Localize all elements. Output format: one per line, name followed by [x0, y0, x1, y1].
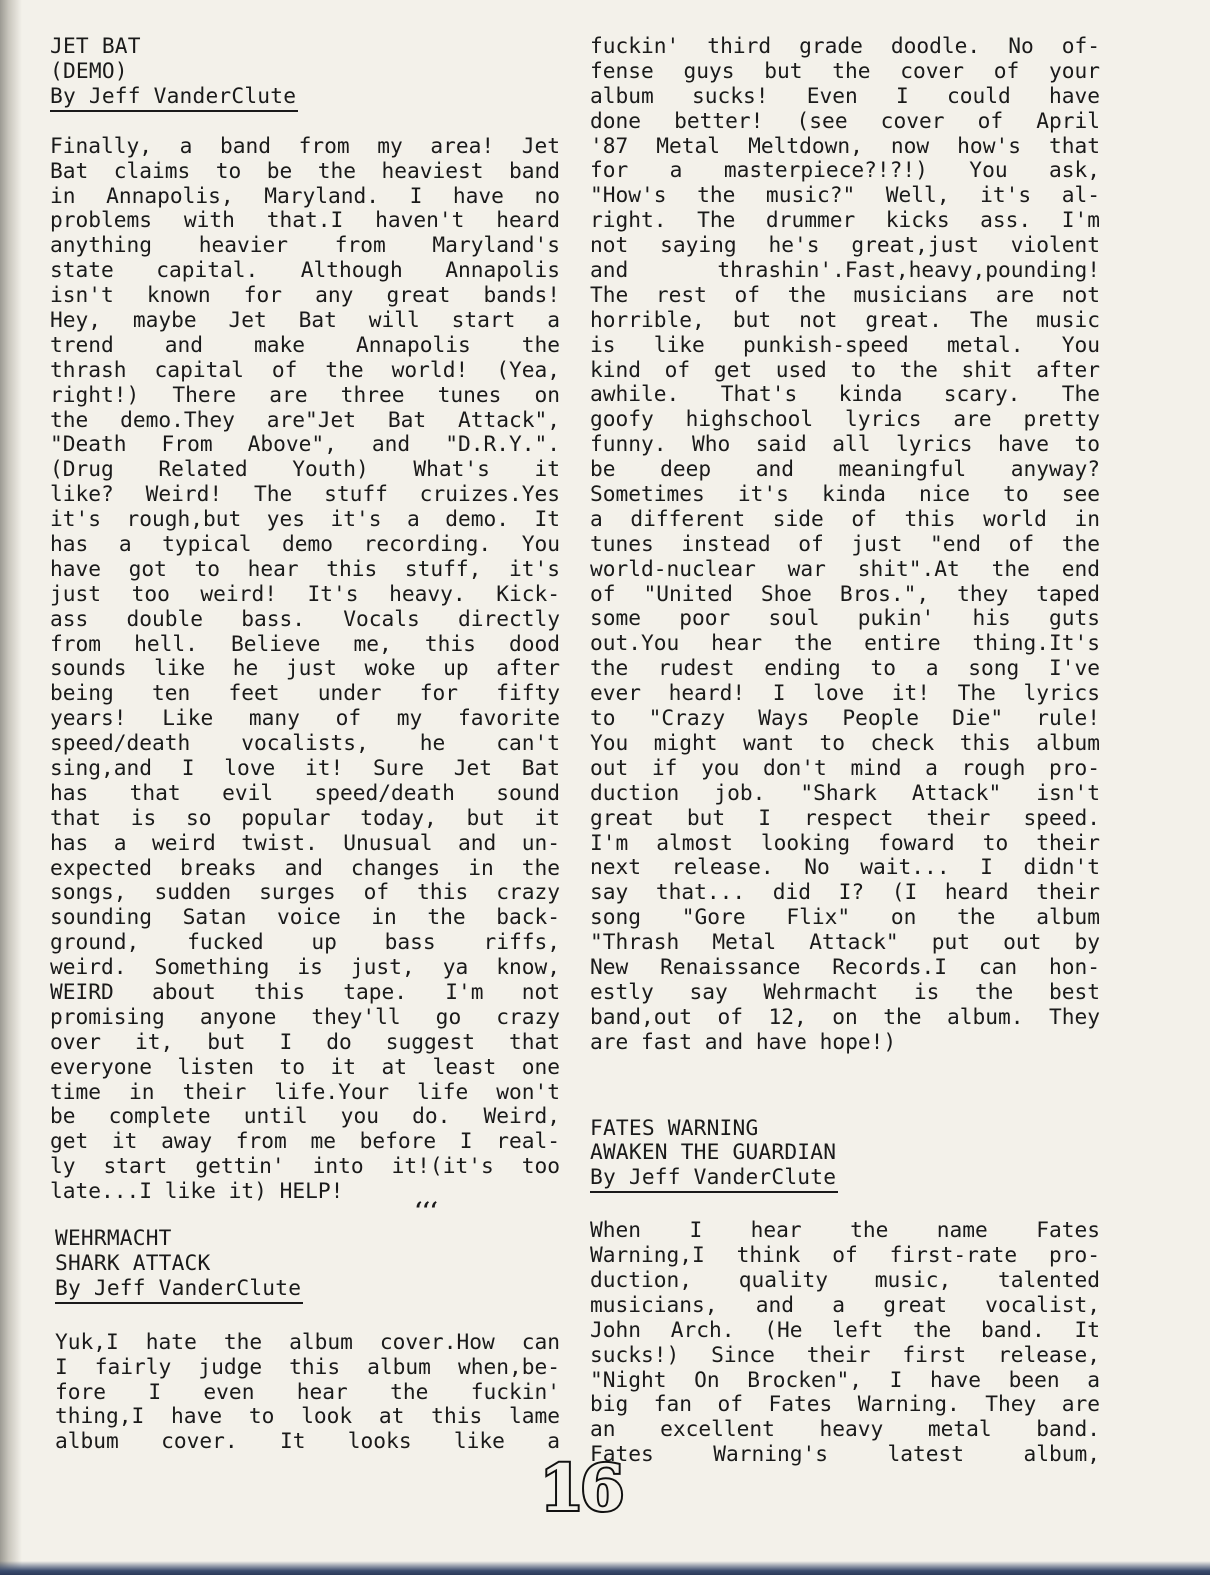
- page-number-text: 16: [539, 1452, 621, 1524]
- text-line: album sucks! Even I could have: [590, 83, 1100, 108]
- text-line: the rudest ending to a song I've: [590, 656, 1100, 681]
- text-line: not saying he's great,just violent: [590, 233, 1100, 258]
- text-line: "Death From Above", and "D.R.Y.".: [50, 432, 560, 457]
- text-line: be complete until you do. Weird,: [50, 1104, 560, 1129]
- text-line: horrible, but not great. The music: [590, 307, 1100, 332]
- text-line: fuckin' third grade doodle. No of-: [590, 34, 1100, 58]
- text-line: funny. Who said all lyrics have to: [590, 432, 1100, 457]
- right-column: [590, 34, 1100, 1467]
- text-line: for a masterpiece?!?!) You ask,: [590, 158, 1100, 183]
- text-line: promising anyone they'll go crazy: [50, 1004, 560, 1029]
- scan-bottom-edge: [0, 1561, 1210, 1575]
- text-line: time in their life.Your life won't: [50, 1079, 560, 1104]
- text-line: Fates Warning's latest album,: [590, 1442, 1100, 1467]
- quote-ornament: ‘‘‘: [415, 1198, 438, 1224]
- text-line: some poor soul pukin' his guts: [590, 606, 1100, 631]
- text-line: sounds like he just woke up after: [50, 656, 560, 681]
- text-line: New Renaissance Records.I can hon-: [590, 954, 1100, 979]
- text-line: from hell. Believe me, this dood: [50, 631, 560, 656]
- text-line: has a typical demo recording. You: [50, 531, 560, 556]
- text-line: has a weird twist. Unusual and un-: [50, 830, 560, 855]
- text-line: world-nuclear war shit".At the end: [590, 556, 1100, 581]
- jet-bat-header: [50, 34, 560, 112]
- text-line: has that evil speed/death sound: [50, 780, 560, 805]
- text-line: speed/death vocalists, he can't: [50, 731, 560, 756]
- review-subtitle: AWAKEN THE GUARDIAN: [590, 1139, 837, 1165]
- text-line: over it, but I do suggest that: [50, 1029, 560, 1054]
- wehrmacht-review-body-continued: [590, 34, 1100, 1055]
- text-line: awhile. That's kinda scary. The: [590, 382, 1100, 407]
- review-byline: By Jeff VanderClute: [50, 84, 298, 112]
- text-line: sucks!) Since their first release,: [590, 1342, 1100, 1367]
- text-line: duction job. "Shark Attack" isn't: [590, 780, 1100, 805]
- text-line: Bat claims to be the heaviest band: [50, 158, 560, 183]
- jet-bat-review-body: [50, 134, 560, 1204]
- fates-warning-header: [590, 1116, 1100, 1194]
- review-subtitle: SHARK ATTACK: [55, 1249, 211, 1275]
- text-line: out if you don't mind a rough pro-: [590, 755, 1100, 780]
- text-line: Warning,I think of first-rate pro-: [590, 1243, 1100, 1268]
- text-line: "How's the music?" Well, it's al-: [590, 183, 1100, 208]
- text-line: just too weird! It's heavy. Kick-: [50, 581, 560, 606]
- text-line: say that... did I? (I heard their: [590, 880, 1100, 905]
- text-line: Yuk,I hate the album cover.How can: [55, 1329, 560, 1354]
- text-line: right. The drummer kicks ass. I'm: [590, 208, 1100, 233]
- text-line: Hey, maybe Jet Bat will start a: [50, 307, 560, 332]
- text-line: When I hear the name Fates: [590, 1218, 1100, 1243]
- text-line: tunes instead of just "end of the: [590, 531, 1100, 556]
- text-line: a different side of this world in: [590, 506, 1100, 531]
- text-line: great but I respect their speed.: [590, 805, 1100, 830]
- text-line: it's rough,but yes it's a demo. It: [50, 507, 560, 532]
- wehrmacht-header: [50, 1226, 560, 1304]
- text-line: You might want to check this album: [590, 730, 1100, 755]
- text-line: ass double bass. Vocals directly: [50, 606, 560, 631]
- text-line: John Arch. (He left the band. It: [590, 1317, 1100, 1342]
- text-line: kind of get used to the shit after: [590, 357, 1100, 382]
- text-line: musicians, and a great vocalist,: [590, 1292, 1100, 1317]
- text-line: thrash capital of the world! (Yea,: [50, 357, 560, 382]
- text-line: I fairly judge this album when,be-: [55, 1354, 560, 1379]
- text-line: WEIRD about this tape. I'm not: [50, 980, 560, 1004]
- text-line: ever heard! I love it! The lyrics: [590, 681, 1100, 706]
- text-line: like? Weird! The stuff cruizes.Yes: [50, 482, 560, 507]
- wehrmacht-review-body-start: [50, 1330, 560, 1454]
- text-line: done better! (see cover of April: [590, 108, 1100, 133]
- text-line: big fan of Fates Warning. They are: [590, 1392, 1100, 1417]
- page-number: [520, 1452, 640, 1524]
- text-line: album cover. It looks like a: [55, 1429, 560, 1454]
- text-line: fore I even hear the fuckin': [55, 1379, 560, 1404]
- text-line: the demo.They are"Jet Bat Attack",: [50, 407, 560, 432]
- text-line: thing,I have to look at this lame: [55, 1404, 560, 1429]
- text-line: is like punkish-speed metal. You: [590, 332, 1100, 357]
- text-line: band,out of 12, on the album. They: [590, 1004, 1100, 1029]
- text-line: state capital. Although Annapolis: [50, 258, 560, 283]
- text-line: problems with that.I haven't heard: [50, 208, 560, 233]
- text-line: fense guys but the cover of your: [590, 58, 1100, 83]
- text-line: have got to hear this stuff, it's: [50, 556, 560, 581]
- review-subtitle: (DEMO): [50, 57, 128, 83]
- text-line: sounding Satan voice in the back-: [50, 905, 560, 930]
- text-line: I'm almost looking foward to their: [590, 830, 1100, 855]
- text-line: sing,and I love it! Sure Jet Bat: [50, 755, 560, 780]
- text-line: next release. No wait... I didn't: [590, 855, 1100, 880]
- text-line: ground, fucked up bass riffs,: [50, 930, 560, 955]
- text-line: Sometimes it's kinda nice to see: [590, 482, 1100, 507]
- review-byline: By Jeff VanderClute: [55, 1276, 303, 1304]
- left-column: [50, 34, 560, 1454]
- review-title: FATES WARNING: [590, 1114, 759, 1140]
- text-line: weird. Something is just, ya know,: [50, 955, 560, 980]
- text-line: songs, sudden surges of this crazy: [50, 880, 560, 905]
- text-line: everyone listen to it at least one: [50, 1054, 560, 1079]
- text-line: that is so popular today, but it: [50, 805, 560, 830]
- text-line: ly start gettin' into it!(it's too: [50, 1154, 560, 1179]
- text-line: expected breaks and changes in the: [50, 855, 560, 880]
- text-line: get it away from me before I real-: [50, 1129, 560, 1154]
- text-line: being ten feet under for fifty: [50, 681, 560, 706]
- text-line: isn't known for any great bands!: [50, 283, 560, 308]
- review-title: JET BAT: [50, 33, 141, 58]
- text-line: anything heavier from Maryland's: [50, 233, 560, 258]
- text-line: The rest of the musicians are not: [590, 282, 1100, 307]
- text-line: in Annapolis, Maryland. I have no: [50, 183, 560, 208]
- text-line: an excellent heavy metal band.: [590, 1417, 1100, 1442]
- text-line: Finally, a band from my area! Jet: [50, 133, 560, 158]
- text-line: years! Like many of my favorite: [50, 706, 560, 731]
- text-line: to "Crazy Ways People Die" rule!: [590, 706, 1100, 731]
- text-line: duction, quality music, talented: [590, 1268, 1100, 1293]
- text-line: trend and make Annapolis the: [50, 332, 560, 357]
- review-title: WEHRMACHT: [55, 1225, 172, 1251]
- text-line: right!) There are three tunes on: [50, 382, 560, 407]
- text-line: and thrashin'.Fast,heavy,pounding!: [590, 258, 1100, 283]
- text-line: out.You hear the entire thing.It's: [590, 631, 1100, 656]
- text-line: "Thrash Metal Attack" put out by: [590, 930, 1100, 955]
- text-line: estly say Wehrmacht is the best: [590, 979, 1100, 1004]
- text-line: be deep and meaningful anyway?: [590, 457, 1100, 482]
- text-line: are fast and have hope!): [590, 1029, 897, 1054]
- text-line: '87 Metal Meltdown, now how's that: [590, 133, 1100, 158]
- review-byline: By Jeff VanderClute: [590, 1165, 838, 1193]
- text-line: song "Gore Flix" on the album: [590, 905, 1100, 930]
- binding-edge-shadow: [0, 0, 22, 1575]
- text-line: goofy highschool lyrics are pretty: [590, 407, 1100, 432]
- text-line: late...I like it) HELP!: [50, 1179, 344, 1204]
- text-line: (Drug Related Youth) What's it: [50, 457, 560, 482]
- text-line: "Night On Brocken", I have been a: [590, 1367, 1100, 1392]
- text-line: of "United Shoe Bros.", they taped: [590, 581, 1100, 606]
- fates-warning-review-body: [590, 1218, 1100, 1467]
